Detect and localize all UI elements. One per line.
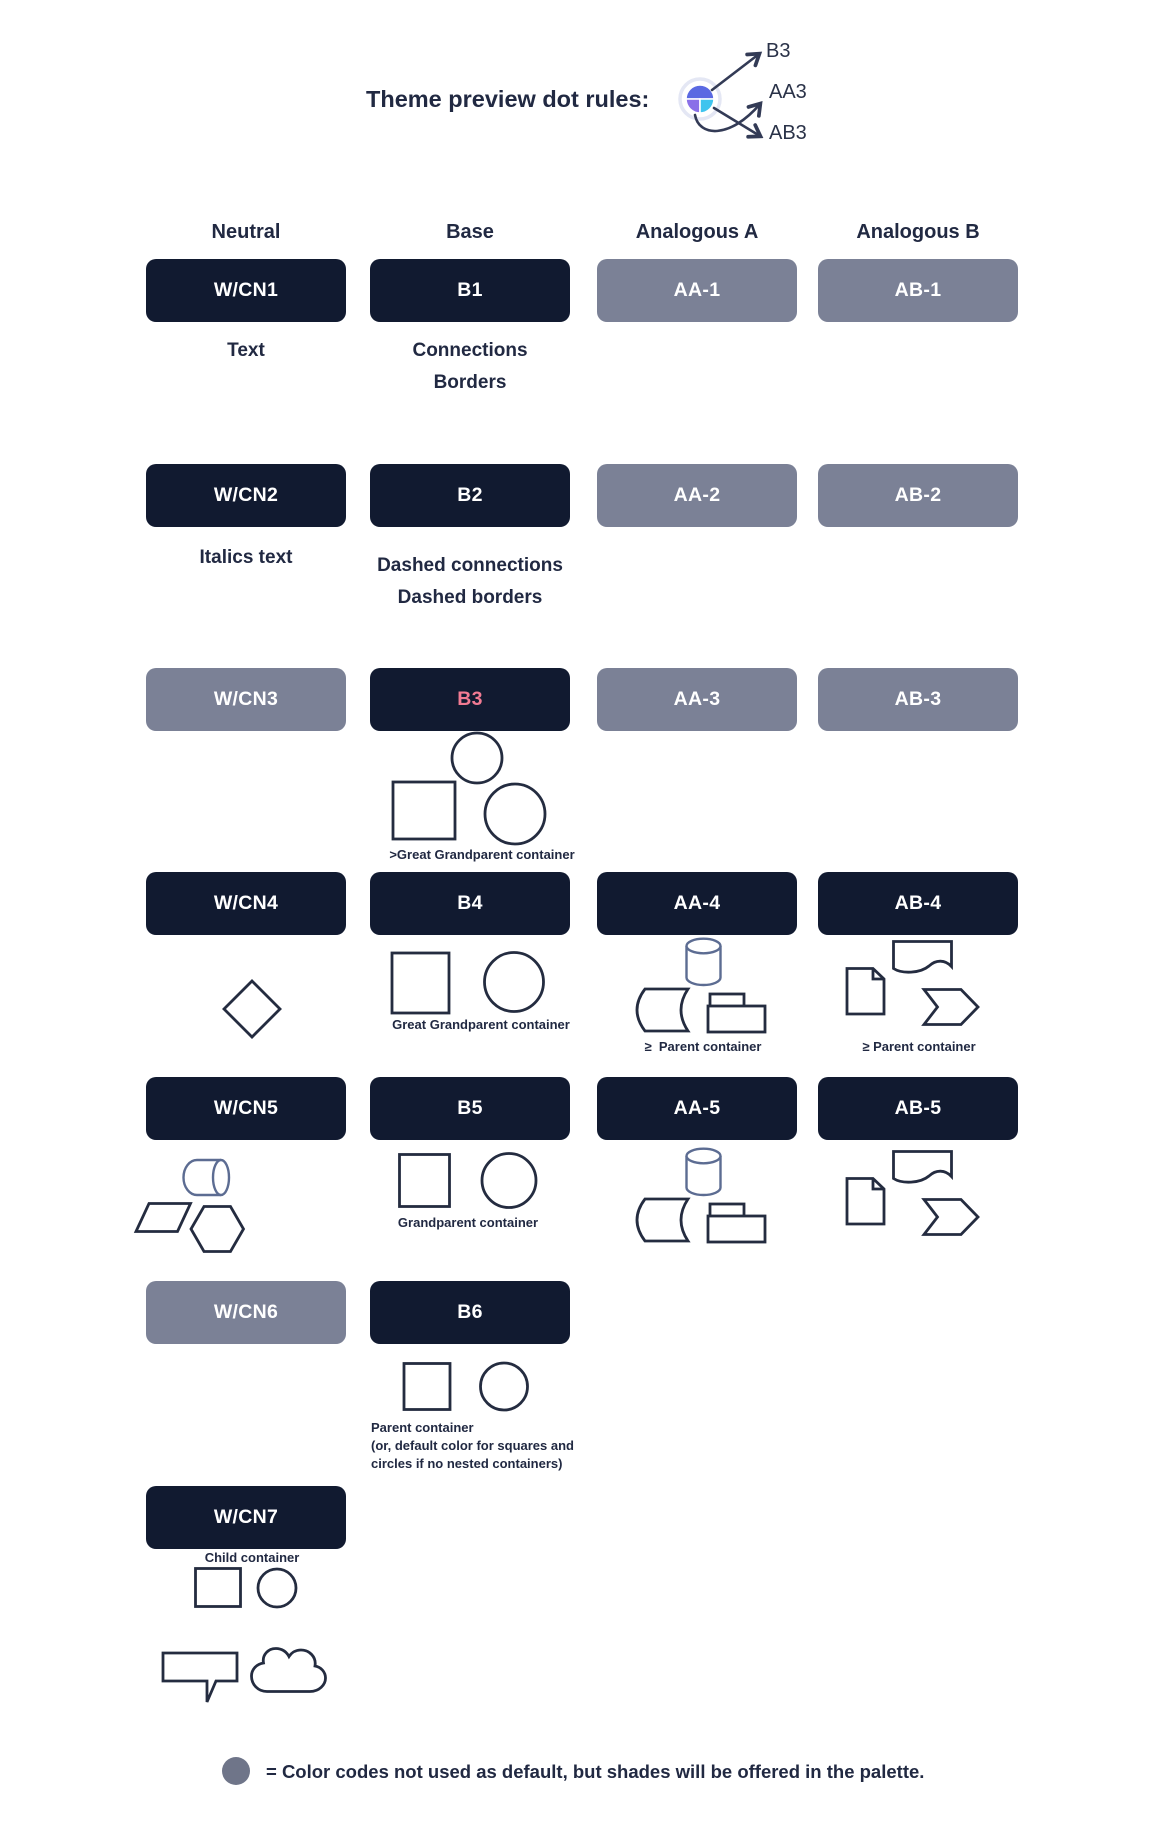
swatch-wcn7	[146, 1486, 346, 1549]
horizontal-cylinder-end-icon	[213, 1160, 229, 1195]
swatch-wcn2	[146, 464, 346, 527]
caption-connections: Connections	[412, 340, 528, 361]
square-icon	[400, 1155, 450, 1207]
circle-icon	[485, 784, 545, 844]
caption-dashed-borders: Dashed borders	[397, 587, 543, 608]
caption-italics-text: Italics text	[199, 547, 293, 568]
b4-shapes-icon	[385, 945, 560, 1017]
swatch-b1	[370, 259, 570, 322]
diamond-icon	[221, 978, 283, 1040]
swatch-ab3-label: AB-3	[894, 688, 942, 710]
square-icon	[392, 953, 449, 1013]
caption-gt-great-grandparent: >Great Grandparent container	[389, 847, 575, 862]
legend-text: = Color codes not used as default, but shades will be offered in the palette.	[266, 1761, 925, 1782]
swatch-aa2-label: AA-2	[673, 484, 721, 506]
folder-body-icon	[708, 1216, 765, 1242]
square-icon	[393, 782, 455, 839]
swatch-wcn5	[146, 1077, 346, 1140]
stored-data-icon	[637, 1199, 688, 1241]
swatch-ab3	[818, 668, 1018, 731]
swatch-ab4-label: AB-4	[894, 892, 942, 914]
folder-body-icon	[708, 1006, 765, 1032]
parallelogram-icon	[136, 1204, 191, 1232]
legend-dot-icon	[222, 1757, 250, 1785]
swatch-aa3	[597, 668, 797, 731]
column-header-analogous-a: Analogous A	[635, 221, 759, 243]
swatch-ab2	[818, 464, 1018, 527]
caption-child-container: Child container	[204, 1550, 300, 1565]
swatch-wcn1-label: W/CN1	[213, 279, 279, 301]
swatch-wcn5-label: W/CN5	[213, 1097, 279, 1119]
swatch-wcn6-label: W/CN6	[213, 1301, 279, 1323]
b5-shapes-icon	[395, 1150, 545, 1212]
cylinder-top-icon	[687, 1149, 721, 1164]
aa4-shapes-icon	[625, 930, 775, 1036]
caption-parent-line2: (or, default color for squares and	[371, 1438, 574, 1453]
swatch-wcn4-label: W/CN4	[213, 892, 279, 914]
swatch-aa1	[597, 259, 797, 322]
hexagon-icon	[191, 1207, 244, 1252]
speech-bubble-icon	[163, 1653, 237, 1702]
circle-icon	[258, 1569, 296, 1607]
swatch-aa5	[597, 1077, 797, 1140]
caption-parent-line1: Parent container	[371, 1420, 474, 1435]
swatch-wcn1	[146, 259, 346, 322]
swatch-wcn2-label: W/CN2	[213, 484, 279, 506]
caption-dashed-connections: Dashed connections	[377, 555, 563, 576]
wavy-document-icon	[894, 942, 952, 973]
dot-target-aa3: AA3	[769, 81, 807, 103]
swatch-ab1-label: AB-1	[894, 279, 942, 301]
swatch-b3	[370, 668, 570, 731]
swatch-wcn3-label: W/CN3	[213, 688, 279, 710]
person-shapes-icon	[385, 725, 555, 850]
person-head-icon	[452, 733, 502, 783]
caption-text-usage: Text	[227, 340, 265, 361]
chevron-icon	[924, 1200, 978, 1235]
cloud-icon	[252, 1649, 326, 1692]
dot-target-ab3: AB3	[769, 122, 807, 144]
swatch-aa4-label: AA-4	[673, 892, 721, 914]
wavy-document-icon	[894, 1152, 952, 1183]
swatch-ab1	[818, 259, 1018, 322]
swatch-aa1-label: AA-1	[673, 279, 721, 301]
circle-icon	[481, 1363, 528, 1410]
swatch-aa5-label: AA-5	[673, 1097, 721, 1119]
arrow-to-b3-icon	[712, 54, 759, 90]
wcn7-shapes-icon	[190, 1563, 305, 1611]
swatch-b2-label: B2	[457, 484, 483, 506]
swatch-b5-label: B5	[457, 1097, 483, 1119]
stored-data-icon	[637, 989, 688, 1031]
column-header-analogous-b: Analogous B	[856, 221, 980, 243]
square-icon	[196, 1569, 241, 1607]
swatch-ab5-label: AB-5	[894, 1097, 942, 1119]
dot-analogous-b-segment-icon	[686, 99, 700, 113]
swatch-aa4	[597, 872, 797, 935]
aa5-shapes-icon	[625, 1140, 775, 1246]
page-title: Theme preview dot rules:	[366, 86, 650, 112]
bubble-cloud-shapes-icon	[150, 1638, 340, 1710]
page-icon	[847, 1179, 884, 1225]
wcn5-shapes-icon	[130, 1150, 255, 1258]
swatch-aa2	[597, 464, 797, 527]
dot-target-b3: B3	[766, 40, 791, 62]
swatch-b2	[370, 464, 570, 527]
swatch-wcn6	[146, 1281, 346, 1344]
column-header-base: Base	[446, 221, 494, 243]
caption-ge-parent-ab: ≥ Parent container	[862, 1039, 976, 1054]
swatch-aa3-label: AA-3	[673, 688, 721, 710]
column-header-neutral: Neutral	[211, 221, 281, 243]
swatch-b3-label: B3	[457, 688, 483, 710]
swatch-b5	[370, 1077, 570, 1140]
swatch-b4-label: B4	[457, 892, 483, 914]
swatch-ab5	[818, 1077, 1018, 1140]
swatch-ab4	[818, 872, 1018, 935]
swatch-b1-label: B1	[457, 279, 483, 301]
swatch-b6	[370, 1281, 570, 1344]
swatch-ab2-label: AB-2	[894, 484, 942, 506]
swatch-wcn7-label: W/CN7	[213, 1506, 279, 1528]
swatch-wcn4	[146, 872, 346, 935]
caption-grandparent: Grandparent container	[397, 1215, 539, 1230]
dot-base-segment-icon	[686, 85, 714, 99]
square-icon	[404, 1364, 450, 1410]
caption-great-grandparent: Great Grandparent container	[392, 1017, 570, 1032]
cylinder-top-icon	[687, 939, 721, 954]
chevron-icon	[924, 990, 978, 1025]
swatch-b6-label: B6	[457, 1301, 483, 1323]
circle-icon	[485, 953, 544, 1012]
swatch-b4	[370, 872, 570, 935]
caption-parent-line3: circles if no nested containers)	[371, 1456, 563, 1471]
caption-ge-parent-aa: ≥ Parent container	[644, 1039, 762, 1054]
circle-icon	[482, 1154, 536, 1208]
b6-shapes-icon	[400, 1360, 535, 1414]
ab5-shapes-icon	[838, 1143, 988, 1238]
caption-borders: Borders	[433, 372, 507, 393]
ab4-shapes-icon	[838, 933, 988, 1028]
swatch-wcn3	[146, 668, 346, 731]
page-icon	[847, 969, 884, 1015]
dot-analogous-a-segment-icon	[700, 99, 714, 113]
